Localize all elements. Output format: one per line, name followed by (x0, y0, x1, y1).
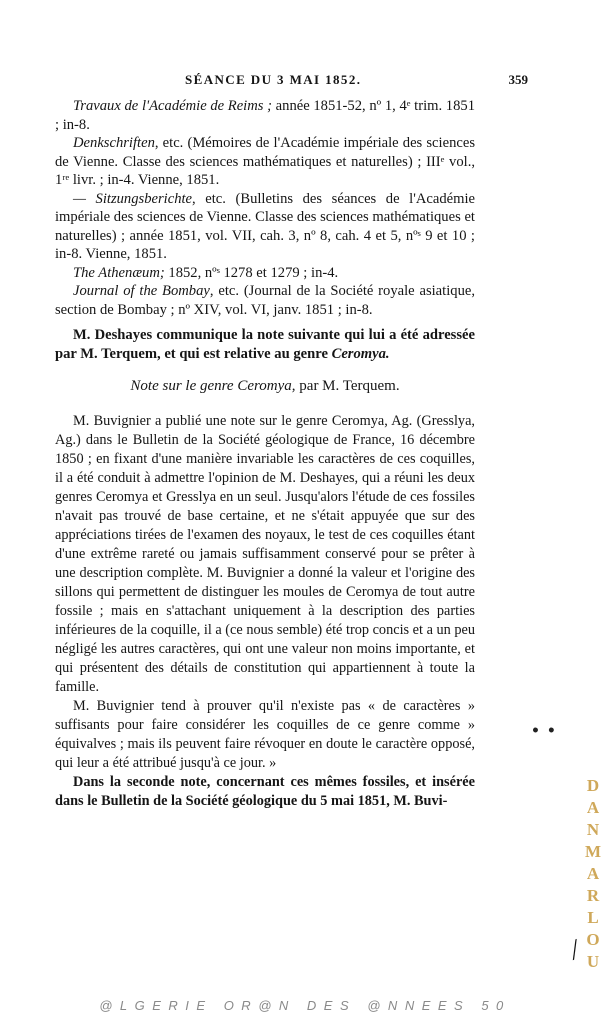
note-paragraph: M. Buvignier a publié une note sur le genre Ceromya, Ag. (Gresslya, Ag.) dans le Bulletin de la Société géologique de France, 16 décembre 1850 ; en fixant d'une manière invariable les caractères de ces coquilles, il a été conduit à admettre l'opinion de M. Deshayes, qui a réuni les deux genres Ceromya et Gresslya en un seul. Jusqu'alors l'étude de ces fossiles n'avait pas trouvé de base certaine, et ne s'était appuyée que sur des appréciations tirées de l'examen des noyaux, le test de ces coquilles étant d'une extrême rareté ou jamais suffisamment conservé pour se prêter à une description complète. M. Buvignier a donné la valeur et l'origine des sillons qui permettent de distinguer les moules de Ceromya de tout autre fossile ; mais en s'attachant uniquement à la description des parties inférieures de la coquille, il a (ce nous semble) été trop concis et a un peu négligé les autres caractères, qui ont une valeur non moins importante, et qui présentent des détails de constitution qui appartiennent à toute la famille. (55, 412, 476, 695)
bibliography-entry: The Athenæum; 1852, nºˢ 1278 et 1279 ; in-4. (73, 264, 339, 281)
page-number: 359 (508, 72, 528, 87)
running-header (0, 72, 610, 90)
bibliography-entry: Denkschriften, etc. (Mémoires de l'Académie impériale des sciences de Vienne. Classe des sciences mathématiques et naturelles) ; IIIᵉ vol., 1ʳᵉ livr. ; in-4. Vienne, 1851. (55, 135, 475, 188)
vertical-watermark-stamp: DANMARLOU (584, 776, 602, 971)
note-paragraph: M. Buvignier tend à prouver qu'il n'existe pas « de caractères » suffisants pour faire considérer les coquilles de ce genre comme » équivalves ; mais ils peuvent faire révoquer en doute le caractère opposé, qui leur a été attribué jusqu'à ce jour. » (55, 697, 475, 771)
note-title: Note sur le genre Ceromya, par M. Terquem. (130, 378, 400, 394)
note-body (55, 412, 475, 811)
note-paragraph-last: Dans la seconde note, concernant ces mêmes fossiles, et insérée dans le Bulletin de la Société géologique du 5 mai 1851, M. Buvi- (55, 773, 475, 809)
page-body (55, 97, 475, 811)
bibliography-entry: — Sitzungsberichte, etc. (Bulletins des séances de l'Académie impériale des sciences de Vienne. Classe des sciences mathématiques et naturelles) ; année 1851, vol. VII, cah. 3, nº 8, cah. 4 et 5, nºˢ 9 et 10 ; in-8. Vienne, 1851. (55, 190, 475, 262)
margin-dots: • • (531, 723, 557, 739)
bibliography-entry: Travaux de l'Académie de Reims ; année 1851-52, nº 1, 4ᵉ trim. 1851 ; in-8. (55, 98, 475, 133)
header-title: SÉANCE DU 3 MAI 1852. (185, 72, 362, 87)
communication-paragraph: M. Deshayes communique la note suivante qui lui a été adressée par M. Terquem, et qui est relative au genre Ceromya. (55, 327, 475, 362)
bibliography-entry: Journal of the Bombay, etc. (Journal de la Société royale asiatique, section de Bombay ; nº XIV, vol. VI, janv. 1851 ; in-8. (55, 283, 475, 318)
footer-watermark: @LGERIE OR@N DES @NNEES 50 (99, 998, 511, 1013)
margin-tick-mark: ╱ (567, 938, 583, 961)
